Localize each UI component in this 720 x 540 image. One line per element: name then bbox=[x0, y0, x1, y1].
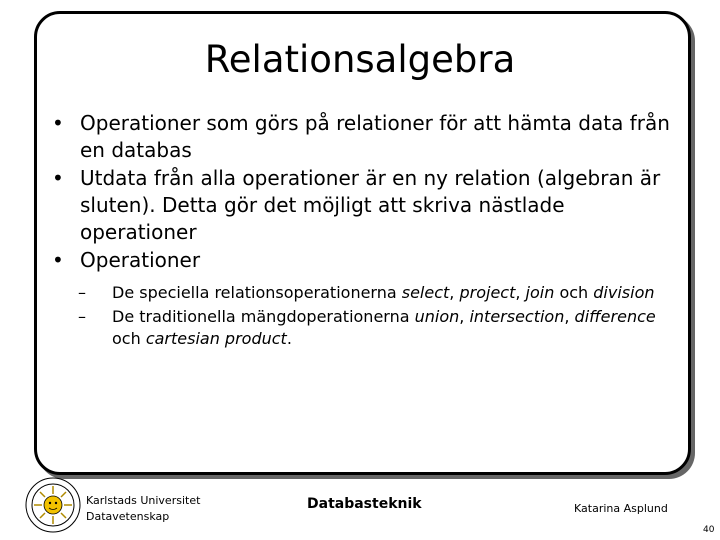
operation-term: division bbox=[593, 283, 655, 302]
footer-department: Datavetenskap bbox=[86, 510, 170, 523]
sub-bullet-text: De traditionella mängdoperationerna bbox=[112, 307, 415, 326]
separator: . bbox=[286, 329, 292, 348]
page-number: 40 bbox=[703, 525, 715, 535]
bullet-item bbox=[52, 110, 682, 164]
sub-bullet-text: De speciella relationsoperationerna bbox=[112, 283, 402, 302]
bullet-text: Operationer bbox=[80, 248, 201, 272]
footer-university: Karlstads Universitet bbox=[86, 494, 201, 507]
bullet-item bbox=[52, 165, 682, 246]
operation-term: select bbox=[401, 283, 450, 302]
footer-organization bbox=[86, 493, 200, 525]
bullet-dot: • bbox=[52, 166, 64, 190]
separator: och bbox=[554, 283, 594, 302]
sub-bullet-dash: – bbox=[78, 283, 86, 302]
slide-title: Relationsalgebra bbox=[204, 38, 516, 81]
separator: , bbox=[449, 283, 460, 302]
operation-term: intersection bbox=[469, 307, 565, 326]
sub-bullet-list bbox=[52, 282, 682, 350]
bullet-dot: • bbox=[52, 248, 64, 272]
operation-term: project bbox=[459, 283, 516, 302]
operation-term: cartesian product bbox=[145, 329, 287, 348]
footer-course: Databasteknik bbox=[307, 496, 422, 512]
separator: och bbox=[112, 329, 146, 348]
sub-bullet-item bbox=[52, 282, 682, 304]
separator: , bbox=[564, 307, 575, 326]
operation-term: difference bbox=[574, 307, 656, 326]
sub-bullet-item bbox=[52, 306, 682, 350]
separator: , bbox=[515, 283, 526, 302]
bullet-text: Utdata från alla operationer är en ny relation (algebran är sluten). Detta gör det möjligt att skriva nästlade operationer bbox=[80, 166, 661, 244]
operation-term: join bbox=[525, 283, 555, 302]
bullet-dot: • bbox=[52, 111, 64, 135]
operation-term: union bbox=[414, 307, 460, 326]
sub-bullet-dash: – bbox=[78, 307, 86, 326]
separator: , bbox=[459, 307, 470, 326]
footer-author: Katarina Asplund bbox=[574, 502, 668, 515]
bullet-item bbox=[52, 247, 682, 274]
bullet-text: Operationer som görs på relationer för att hämta data från en databas bbox=[80, 111, 670, 162]
bullet-list bbox=[52, 110, 682, 350]
sun-logo-icon bbox=[24, 476, 82, 534]
